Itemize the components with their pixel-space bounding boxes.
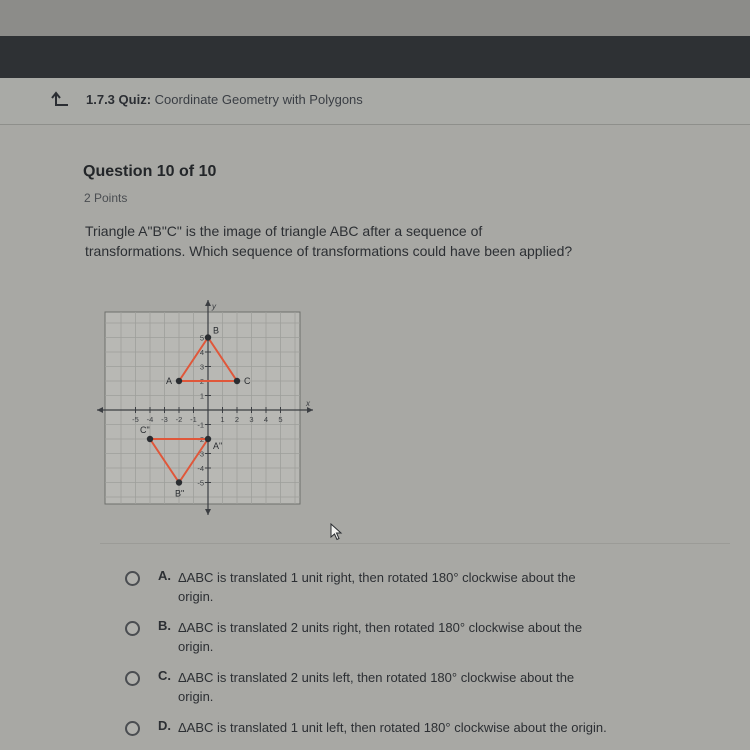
x-tick-label: 3 [249, 415, 254, 424]
radio-button[interactable] [125, 621, 140, 636]
point-label: C" [140, 425, 150, 435]
y-tick-label: 2 [199, 377, 204, 386]
x-tick-label: -2 [175, 415, 183, 424]
question-points: 2 Points [84, 191, 128, 205]
y-tick-label: 1 [199, 391, 204, 401]
y-tick-label: 5 [199, 333, 204, 343]
choice-letter: D. [158, 718, 171, 733]
y-tick-label: -2 [197, 435, 204, 444]
x-tick-label: 1 [220, 415, 225, 424]
choice-letter: C. [158, 668, 171, 683]
question-prompt: Triangle A"B"C" is the image of triangle ABC after a sequence of transformations. Which sequence of transformations could have been applied? [85, 223, 573, 259]
y-tick-label: 3 [199, 362, 204, 372]
y-tick-label: -4 [197, 464, 204, 473]
point-label: B [213, 325, 220, 336]
x-tick-label: -3 [161, 415, 168, 424]
quiz-label: Quiz: [118, 92, 152, 107]
choice-letter: B. [158, 618, 171, 633]
question-title: Question 10 of 10 [83, 163, 217, 180]
y-axis-label: y [212, 302, 216, 311]
choice-text: ΔABC is translated 2 units right, then rotated 180° clockwise about the origin. [178, 620, 583, 654]
x-tick-label: -5 [132, 415, 139, 424]
point-1 [176, 378, 182, 384]
point-2 [205, 334, 211, 340]
quiz-title [86, 92, 363, 107]
y-tick-label: -1 [197, 420, 204, 430]
mouse-cursor-icon [330, 523, 346, 541]
y-tick-label: -5 [197, 478, 204, 488]
choice-text: ΔABC is translated 1 unit right, then rotated 180° clockwise about the origin. [178, 570, 576, 604]
radio-button[interactable] [125, 571, 140, 586]
choice-text: ΔABC is translated 1 unit left, then rotated 180° clockwise about the origin. [178, 720, 607, 735]
choice-letter: A. [158, 568, 171, 583]
point-6 [147, 436, 153, 442]
point-label: B" [175, 488, 185, 499]
question-panel [0, 125, 750, 750]
x-tick-label: 4 [263, 415, 269, 424]
point-5 [176, 479, 182, 485]
radio-button[interactable] [125, 721, 140, 736]
x-tick-label: -1 [190, 415, 197, 424]
y-tick-label: -3 [197, 449, 204, 459]
coordinate-graph [95, 300, 325, 520]
x-axis-label: x [306, 399, 310, 408]
quiz-name: Coordinate Geometry with Polygons [154, 92, 363, 107]
choice-text: ΔABC is translated 2 units left, then rotated 180° clockwise about the origin. [178, 670, 575, 704]
point-4 [205, 436, 211, 442]
point-label: A" [213, 441, 223, 451]
radio-button[interactable] [125, 671, 140, 686]
point-label: A [166, 376, 173, 386]
point-label: C [244, 376, 251, 386]
x-tick-label: 5 [278, 415, 283, 424]
divider [100, 543, 730, 544]
y-tick-label: 4 [199, 348, 204, 357]
x-tick-label: 2 [234, 415, 240, 424]
point-3 [234, 378, 240, 384]
x-tick-label: -4 [146, 415, 154, 424]
back-arrow-icon[interactable] [50, 88, 72, 110]
quiz-number: 1.7.3 [86, 92, 115, 107]
quiz-header [0, 78, 750, 125]
monitor-bezel-top [0, 0, 750, 36]
app-top-bar [0, 36, 750, 78]
